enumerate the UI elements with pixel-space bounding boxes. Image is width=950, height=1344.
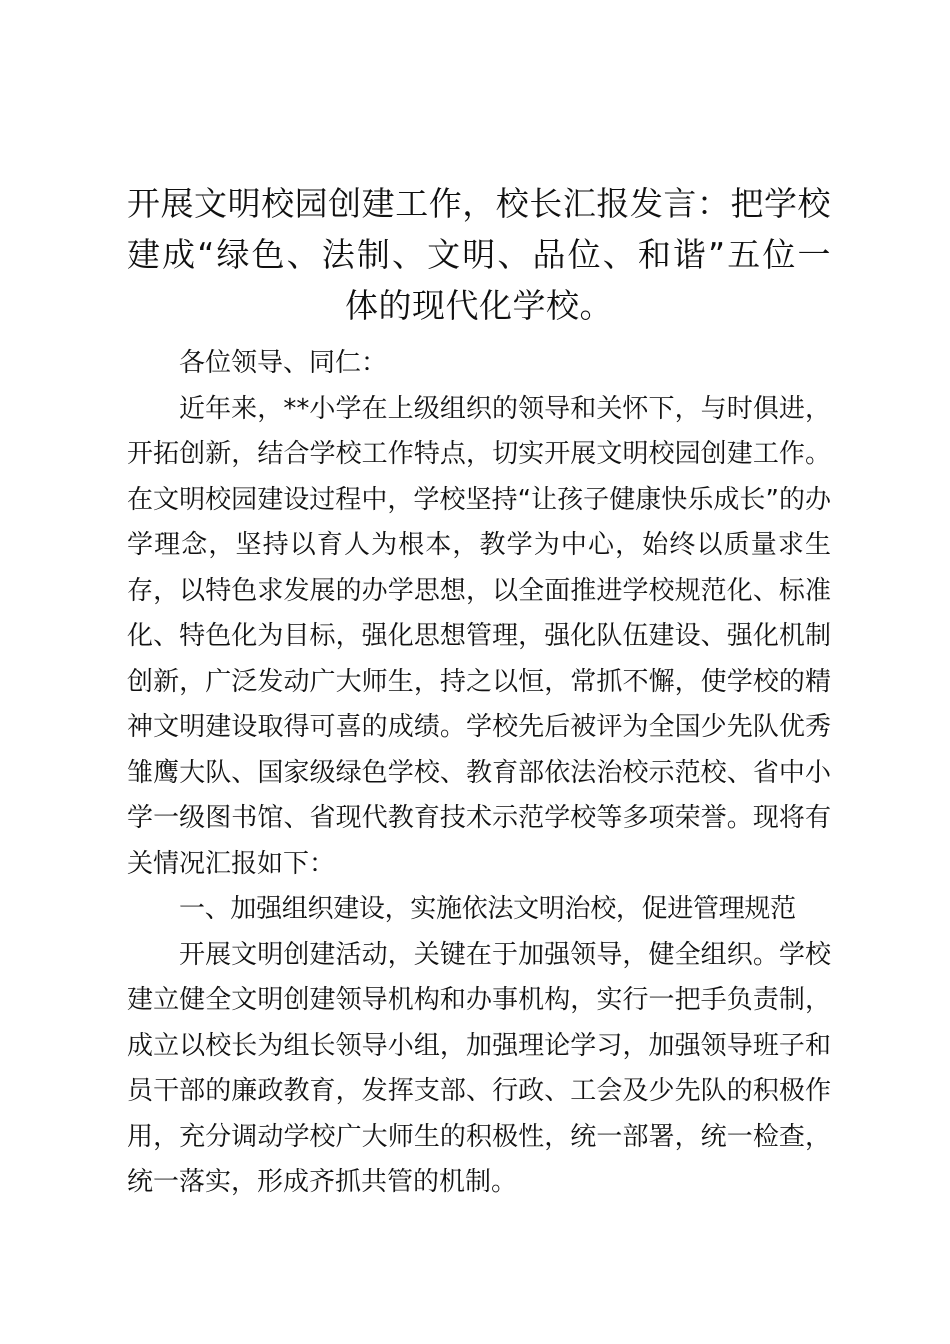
paragraph-section-1: 开展文明创建活动，关键在于加强领导，健全组织。学校建立健全文明创建领导机构和办事机构，实行一把手负责制，成立以校长为组长领导小组，加强理论学习，加强领导班子和员干部的廉政教育，发挥支部、行政、工会及少先队的积极作用，充分调动学校广大师生的积极性，统一部署，统一检查，统一落实，形成齐抓共管的机制。 xyxy=(127,939,831,1197)
document-page xyxy=(127,178,831,1206)
section-heading-1: 一、加强组织建设，实施依法文明治校，促进管理规范 xyxy=(179,894,796,924)
document-title: 开展文明校园创建工作，校长汇报发言：把学校建成“绿色、法制、文明、品位、和谐”五位一体的现代化学校。 xyxy=(127,184,831,325)
paragraph-intro: 近年来，**小学在上级组织的领导和关怀下，与时俱进，开拓创新，结合学校工作特点，切实开展文明校园创建工作。在文明校园建设过程中，学校坚持“让孩子健康快乐成长”的办学理念，坚持以育人为根本，教学为中心，始终以质量求生存，以特色求发展的办学思想，以全面推进学校规范化、标准化、特色化为目标，强化思想管理，强化队伍建设、强化机制创新，广泛发动广大师生，持之以恒，常抓不懈，使学校的精神文明建设取得可喜的成绩。学校先后被评为全国少先队优秀雏鹰大队、国家级绿色学校、教育部依法治校示范校、省中小学一级图书馆、省现代教育技术示范学校等多项荣誉。现将有关情况汇报如下： xyxy=(127,393,831,879)
salutation: 各位领导、同仁： xyxy=(179,348,388,378)
document-body xyxy=(127,341,831,1206)
